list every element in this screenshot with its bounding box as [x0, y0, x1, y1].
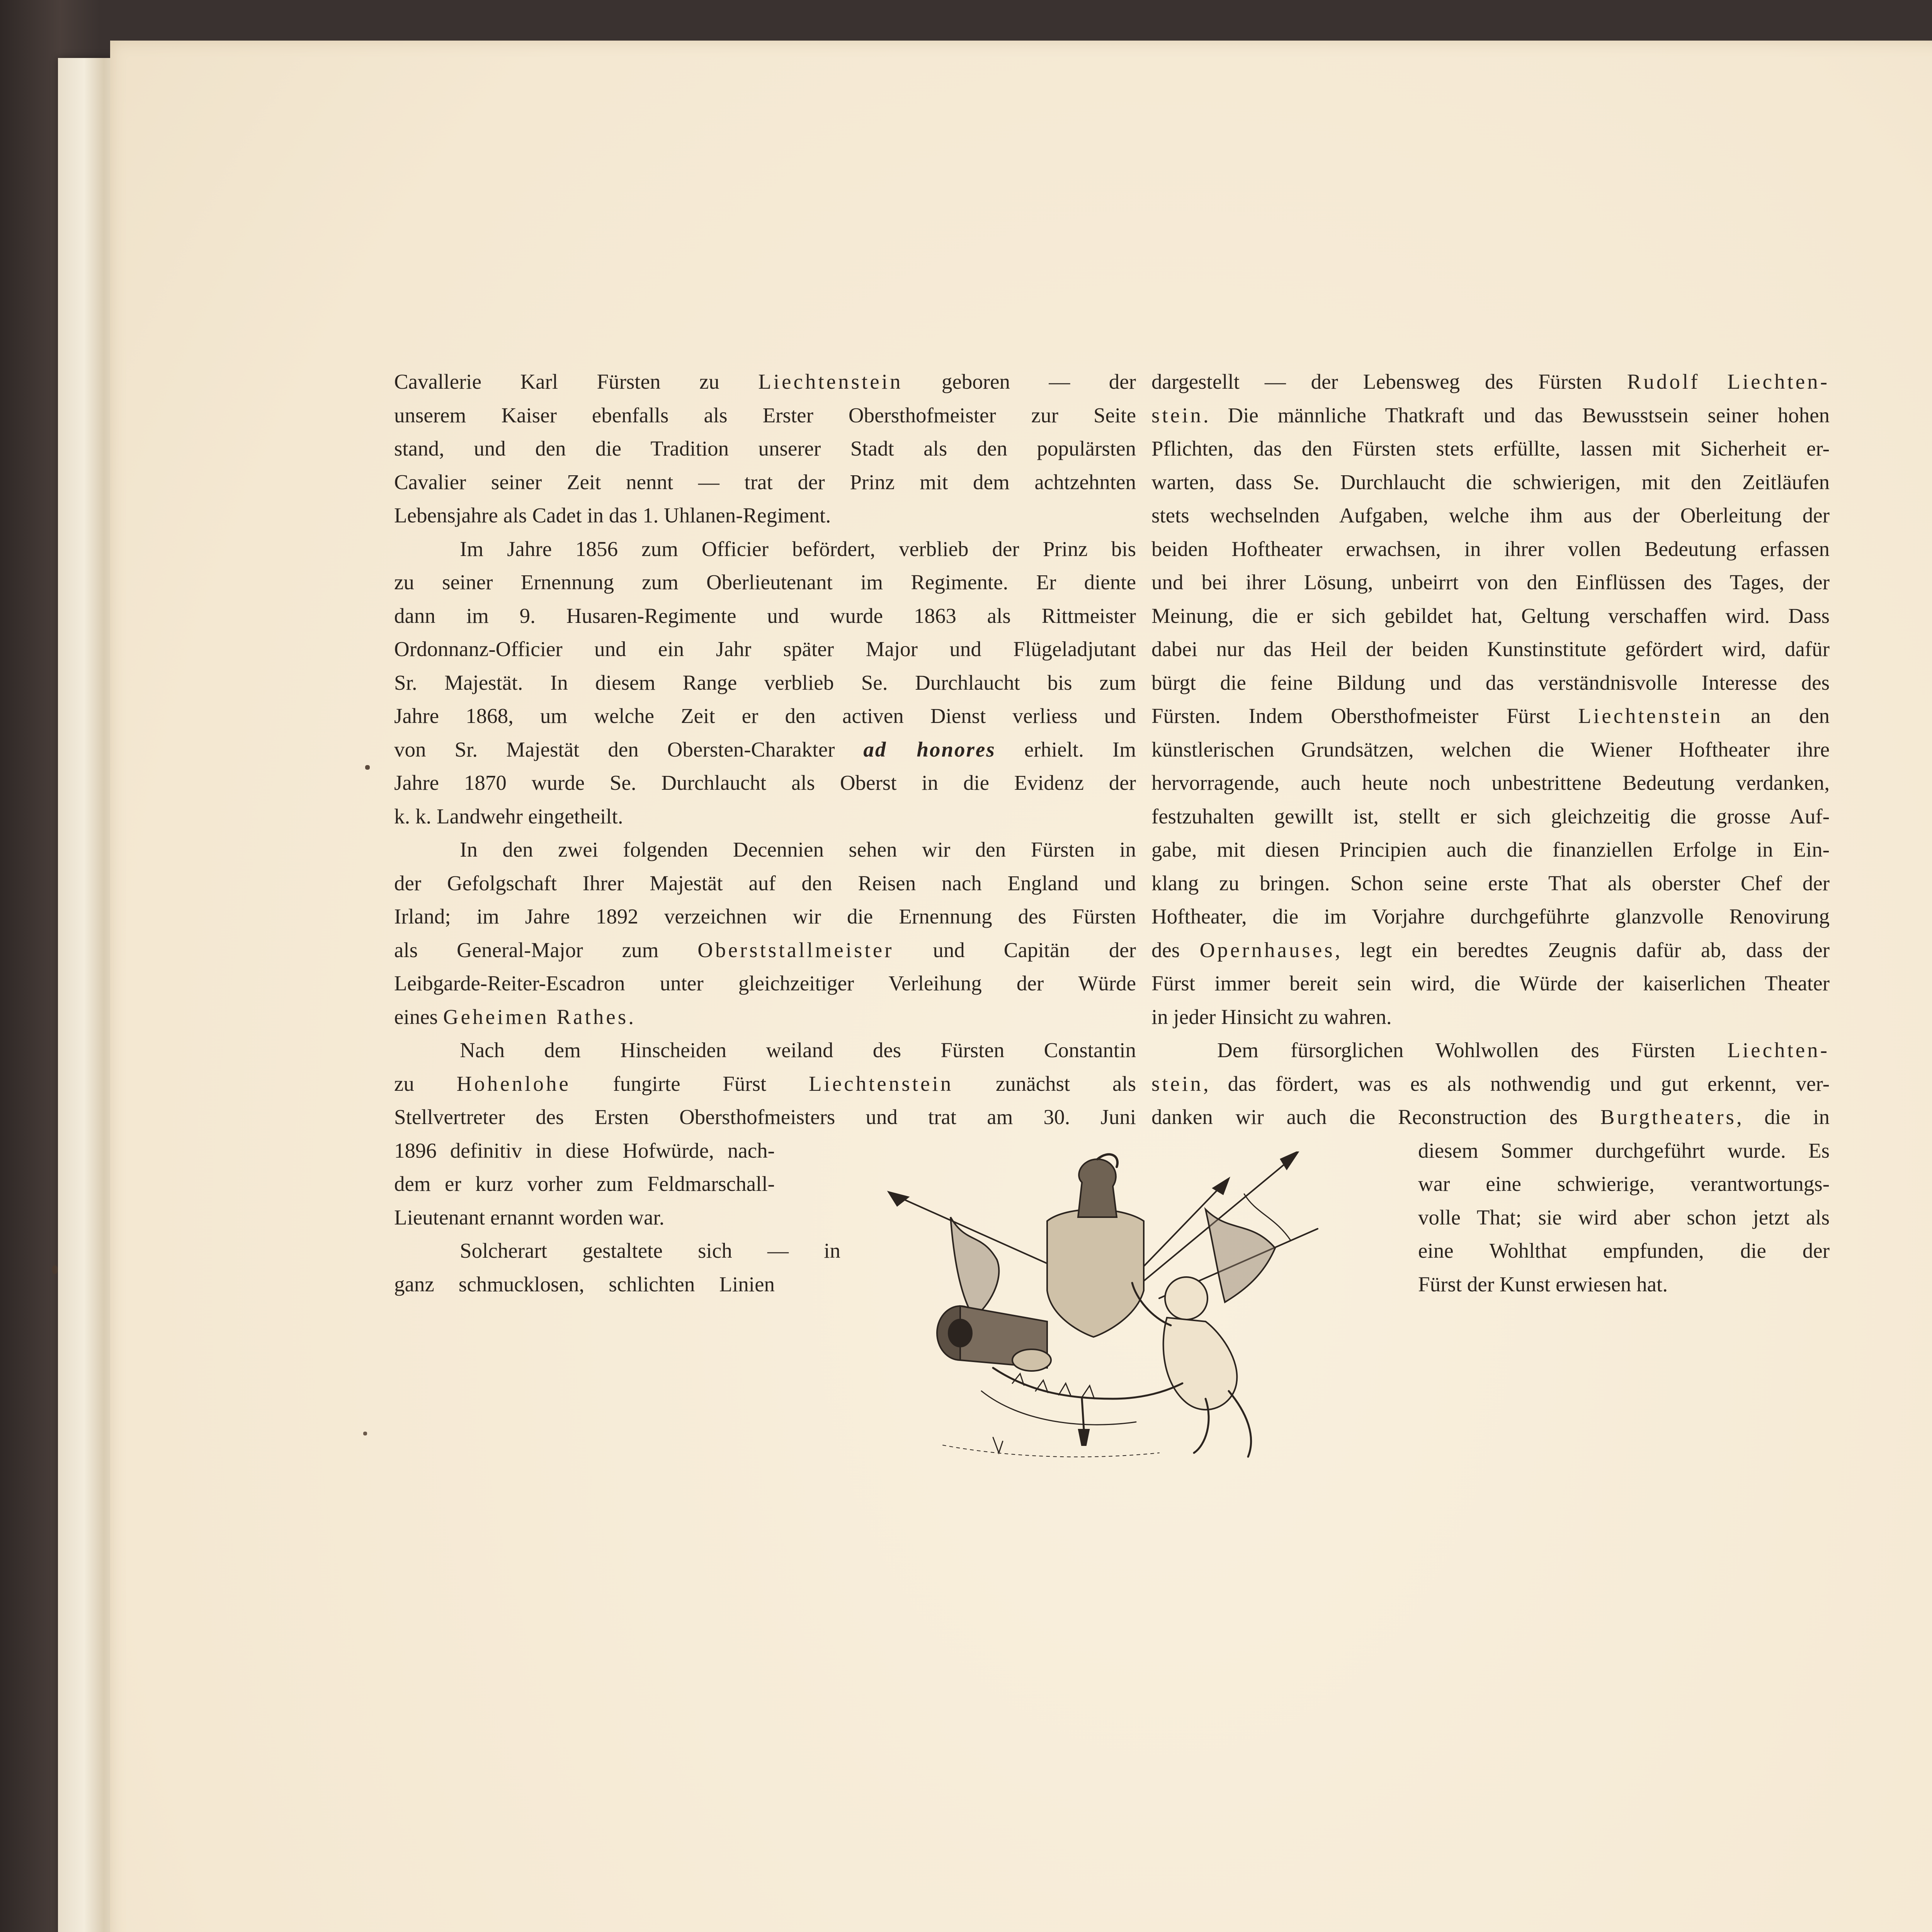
text-run: k. k. Landwehr eingetheilt. [394, 804, 623, 828]
text-run: Hoftheater, die im Vorjahre durchgeführte glanzvolle Renovirung [1151, 905, 1830, 928]
text-run: klang zu bringen. Schon seine erste That als oberster Chef der [1151, 871, 1830, 895]
flag-left [951, 1217, 999, 1318]
text-line [394, 432, 1136, 466]
text-run: Geheimen Rathes [443, 1005, 629, 1029]
text-run: bürgt die feine Bildung und das verständnisvolle Interesse des [1151, 670, 1830, 694]
text-line [1151, 766, 1830, 800]
text-run: Fürst der Kunst erwiesen hat. [1418, 1272, 1668, 1296]
text-line [394, 867, 1136, 900]
text-run: hervorragende, auch heute noch unbestrittene Bedeutung verdanken, [1151, 771, 1830, 794]
text-line [394, 699, 1136, 733]
speck-mark [365, 765, 370, 770]
text-run: Irland; im Jahre 1892 verzeichnen wir die Ernennung des Fürsten [394, 905, 1136, 928]
text-run: Rudolf Liechten- [1627, 370, 1830, 393]
text-run: dabei nur das Heil der beiden Kunstinstitute gefördert wird, dafür [1151, 637, 1830, 661]
text-run: des [1151, 938, 1200, 962]
text-line [394, 633, 1136, 666]
putto-body [1163, 1318, 1237, 1410]
text-run: Lieutenant ernannt worden war. [394, 1205, 665, 1229]
text-line [394, 566, 1136, 599]
text-run: ganz schmucklosen, schlichten Linien [394, 1272, 775, 1296]
text-run: Opernhauses [1199, 938, 1335, 962]
text-line [394, 1268, 775, 1301]
text-run: diesem Sommer durchgeführt wurde. Es [1418, 1138, 1830, 1162]
flag-right [1206, 1209, 1275, 1302]
text-line [1151, 365, 1830, 399]
text-line [1151, 867, 1830, 900]
text-run: künstlerischen Grundsätzen, welchen die Wiener Hoftheater ihre [1151, 737, 1830, 761]
text-run: Fürsten. Indem Obersthofmeister Fürst [1151, 704, 1578, 728]
text-run: dargestellt — der Lebensweg des Fürsten [1151, 370, 1627, 393]
text-run: unserem Kaiser ebenfalls als Erster Obersthofmeister zur Seite [394, 403, 1136, 427]
text-line [1151, 833, 1830, 867]
text-line [1151, 967, 1830, 1000]
text-run: Liechtenstein [758, 370, 903, 393]
text-line [1151, 800, 1830, 833]
text-run: stand, und den die Tradition unserer Stadt als den populärsten [394, 437, 1136, 460]
text-run: Dem fürsorglichen Wohlwollen des Fürsten [1217, 1038, 1728, 1062]
text-run: Oberststallmeister [697, 938, 894, 962]
text-run: Liechtenstein [808, 1071, 954, 1095]
text-run: in jeder Hinsicht zu wahren. [1151, 1005, 1392, 1029]
text-line [394, 1201, 775, 1235]
text-run: danken wir auch die Reconstruction des [1151, 1105, 1600, 1129]
text-run: volle That; sie wird aber schon jetzt als [1418, 1205, 1830, 1229]
speck-mark [363, 1432, 367, 1435]
text-run: dann im 9. Husaren-Regimente und wurde 1863 als Rittmeister [394, 604, 1136, 628]
text-run: erhielt. Im [995, 737, 1136, 761]
text-line [394, 1034, 1136, 1067]
text-run: , die in [1736, 1105, 1830, 1129]
text-line [1151, 934, 1830, 967]
text-line [394, 800, 1136, 833]
text-line [1151, 1034, 1830, 1067]
text-run: dem er kurz vorher zum Feldmarschall- [394, 1172, 775, 1196]
text-run: zu seiner Ernennung zum Oberlieutenant im Regimente. Er diente [394, 570, 1136, 594]
text-line [1151, 633, 1830, 666]
text-run: In den zwei folgenden Decennien sehen wir den Fürsten in [460, 838, 1136, 861]
text-run: 1896 definitiv in diese Hofwürde, nach- [394, 1138, 775, 1162]
text-line [1418, 1268, 1830, 1301]
shield [1047, 1209, 1144, 1337]
text-line [1151, 900, 1830, 934]
text-run: Solcherart gestaltete sich — in [460, 1239, 840, 1262]
text-run: eine Wohlthat empfunden, die der [1418, 1239, 1830, 1262]
text-run: und bei ihrer Lösung, unbeirrt von den Einflüssen des Tages, der [1151, 570, 1830, 594]
text-run: Burgtheaters [1600, 1105, 1736, 1129]
ribbon-mark [52, 1265, 58, 1274]
text-run: . Die männliche Thatkraft und das Bewusstsein seiner hohen [1203, 403, 1830, 427]
text-run: eines [394, 1005, 443, 1029]
text-line [1151, 699, 1830, 733]
text-run: Fürst immer bereit sein wird, die Würde der kaiserlichen Theater [1151, 971, 1830, 995]
text-run: Im Jahre 1856 zum Officier befördert, verblieb der Prinz bis [460, 537, 1136, 561]
text-run: Leibgarde-Reiter-Escadron unter gleichzeitiger Verleihung der Würde [394, 971, 1136, 995]
text-run: Liechtenstein [1578, 704, 1723, 728]
helmet [1078, 1159, 1117, 1217]
text-run: ad honores [863, 737, 996, 761]
text-line [1418, 1234, 1830, 1268]
text-line [1418, 1167, 1830, 1201]
text-line [1151, 532, 1830, 566]
text-run: geboren — der [903, 370, 1136, 393]
text-line [394, 1100, 1136, 1134]
text-line [394, 499, 1136, 532]
text-line [1151, 666, 1830, 700]
text-line [1151, 432, 1830, 466]
text-run: Sr. Majestät. In diesem Range verblieb Se. Durchlaucht bis zum [394, 670, 1136, 694]
vignette-trophy-illustration [866, 1151, 1333, 1468]
text-run: an den [1723, 704, 1830, 728]
text-run: und Capitän der [894, 938, 1136, 962]
text-line [1151, 466, 1830, 499]
text-run: warten, dass Se. Durchlaucht die schwierigen, mit den Zeitläufen [1151, 470, 1830, 494]
text-run: zunächst als [953, 1071, 1136, 1095]
text-line [394, 532, 1136, 566]
text-line [394, 599, 1136, 633]
text-line [394, 934, 1136, 967]
text-line [394, 733, 1136, 767]
text-run: Meinung, die er sich gebildet hat, Geltung verschaffen wird. Dass [1151, 604, 1830, 628]
text-run: . [628, 1005, 634, 1029]
text-line [394, 365, 1136, 399]
text-line [394, 666, 1136, 700]
text-line [394, 1134, 775, 1168]
text-line [394, 1167, 775, 1201]
text-run: , das fördert, was es als nothwendig und gut erkennt, ver- [1203, 1071, 1830, 1095]
text-run: Cavalier seiner Zeit nennt — trat der Prinz mit dem achtzehnten [394, 470, 1136, 494]
text-run: Cavallerie Karl Fürsten zu [394, 370, 759, 393]
text-run: stets wechselnden Aufgaben, welche ihm aus der Oberleitung der [1151, 503, 1830, 527]
text-line [394, 833, 1136, 867]
text-line [394, 1000, 1136, 1034]
text-run: Nach dem Hinscheiden weiland des Fürsten Constantin [460, 1038, 1136, 1062]
text-run: fungirte Fürst [570, 1071, 809, 1095]
text-line [394, 399, 1136, 432]
text-run: Liechten- [1727, 1038, 1830, 1062]
text-run: beiden Hoftheater erwachsen, in ihrer vollen Bedeutung erfassen [1151, 537, 1830, 561]
text-line [394, 466, 1136, 499]
text-line [1151, 733, 1830, 767]
text-run: Hohenlohe [456, 1071, 571, 1095]
text-run: festzuhalten gewillt ist, stellt er sich gleichzeitig die grosse Auf- [1151, 804, 1830, 828]
text-run: stein [1151, 1071, 1203, 1095]
spear-tip-left [889, 1192, 908, 1206]
text-line [1151, 1100, 1830, 1134]
text-line [1151, 399, 1830, 432]
text-run: von Sr. Majestät den Obersten-Charakter [394, 737, 864, 761]
text-line [394, 1234, 840, 1268]
text-line [1151, 1067, 1830, 1101]
tassel [1079, 1430, 1089, 1445]
text-line [1418, 1201, 1830, 1235]
text-line [1151, 499, 1830, 532]
text-run: Pflichten, das den Fürsten stets erfüllte, lassen mit Sicherheit er- [1151, 437, 1830, 460]
text-run: Ordonnanz-Officier und ein Jahr später Major und Flügeladjutant [394, 637, 1136, 661]
text-line [394, 967, 1136, 1000]
text-run: der Gefolgschaft Ihrer Majestät auf den Reisen nach England und [394, 871, 1136, 895]
text-run: Jahre 1870 wurde Se. Durchlaucht als Oberst in die Evidenz der [394, 771, 1136, 794]
text-run: gabe, mit diesen Principien auch die finanziellen Erfolge in Ein- [1151, 838, 1830, 861]
text-run: Stellvertreter des Ersten Obersthofmeisters und trat am 30. Juni [394, 1105, 1136, 1129]
text-line [394, 766, 1136, 800]
text-line [1418, 1134, 1830, 1168]
text-line [394, 1067, 1136, 1101]
text-line [1151, 566, 1830, 599]
putto-head [1165, 1277, 1208, 1320]
text-line [394, 900, 1136, 934]
text-run: Lebensjahre als Cadet in das 1. Uhlanen-Regiment. [394, 503, 831, 527]
text-line [1151, 599, 1830, 633]
text-line [1151, 1000, 1830, 1034]
text-run: Jahre 1868, um welche Zeit er den activen Dienst verliess und [394, 704, 1136, 728]
text-run: war eine schwierige, verantwortungs- [1418, 1172, 1830, 1196]
text-run: zu [394, 1071, 457, 1095]
text-run: als General-Major zum [394, 938, 698, 962]
text-run: , legt ein beredtes Zeugnis dafür ab, dass der [1335, 938, 1830, 962]
text-run: stein [1151, 403, 1203, 427]
